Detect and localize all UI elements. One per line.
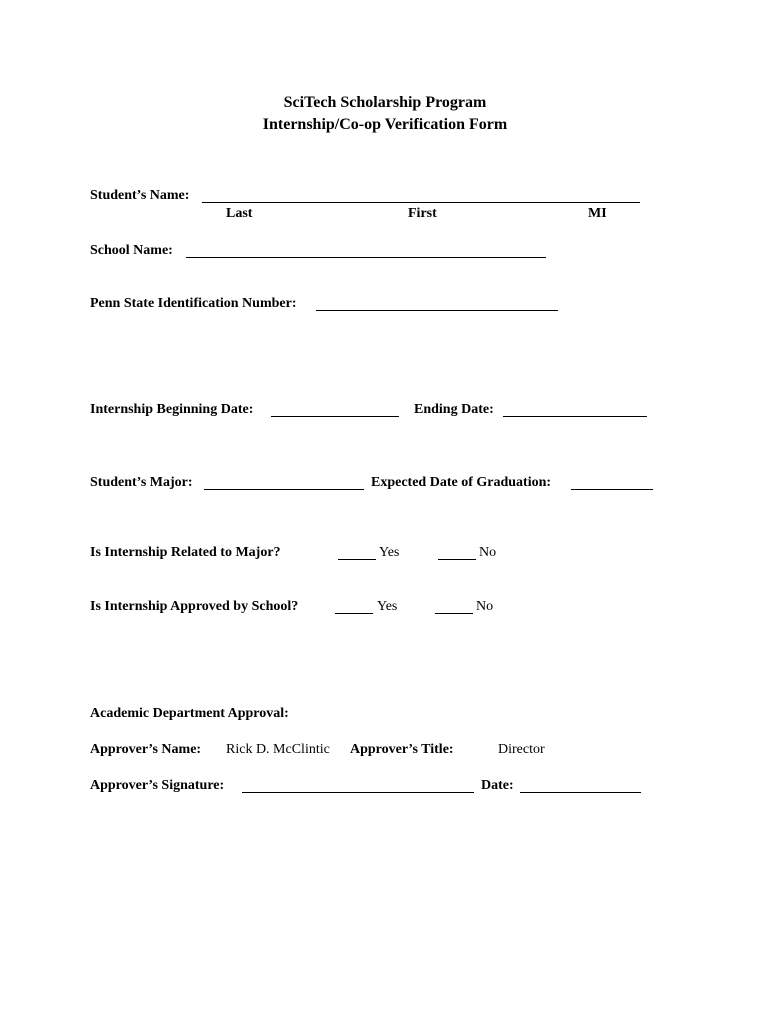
approved-by-school-question: Is Internship Approved by School?: [90, 599, 299, 614]
related-to-major-question: Is Internship Related to Major?: [90, 545, 281, 560]
approver-name-label: Approver’s Name:: [90, 742, 202, 757]
internship-end-date-label: Ending Date:: [414, 402, 494, 417]
graduation-date-label: Expected Date of Graduation:: [371, 475, 552, 490]
internship-begin-date-field[interactable]: [271, 416, 399, 417]
approved-no-field[interactable]: [435, 613, 473, 614]
related-yes-label: Yes: [379, 545, 400, 560]
internship-end-date-field[interactable]: [503, 416, 647, 417]
academic-approval-heading: Academic Department Approval:: [90, 706, 289, 721]
approved-no-label: No: [476, 599, 494, 614]
form-subtitle: Internship/Co-op Verification Form: [262, 116, 508, 133]
related-no-label: No: [479, 545, 497, 560]
approved-yes-label: Yes: [377, 599, 398, 614]
penn-state-id-field[interactable]: [316, 310, 558, 311]
student-major-label: Student’s Major:: [90, 475, 193, 490]
student-name-label: Student’s Name:: [90, 188, 190, 203]
student-major-field[interactable]: [204, 489, 364, 490]
approver-name-value: Rick D. McClintic: [226, 742, 330, 757]
related-no-field[interactable]: [438, 559, 476, 560]
penn-state-id-label: Penn State Identification Number:: [90, 296, 297, 311]
student-name-first-label: First: [408, 206, 437, 221]
approver-signature-label: Approver’s Signature:: [90, 778, 225, 793]
student-name-last-label: Last: [226, 206, 253, 221]
related-yes-field[interactable]: [338, 559, 376, 560]
approver-title-value: Director: [498, 742, 545, 757]
graduation-date-field[interactable]: [571, 489, 653, 490]
school-name-field[interactable]: [186, 257, 546, 258]
approved-yes-field[interactable]: [335, 613, 373, 614]
approver-title-label: Approver’s Title:: [350, 742, 454, 757]
approval-date-label: Date:: [481, 778, 514, 793]
student-name-field[interactable]: [202, 202, 640, 203]
student-name-mi-label: MI: [588, 206, 607, 221]
approval-date-field[interactable]: [520, 792, 641, 793]
approver-signature-field[interactable]: [242, 792, 474, 793]
school-name-label: School Name:: [90, 243, 173, 258]
internship-begin-date-label: Internship Beginning Date:: [90, 402, 254, 417]
form-title: SciTech Scholarship Program: [283, 94, 487, 111]
